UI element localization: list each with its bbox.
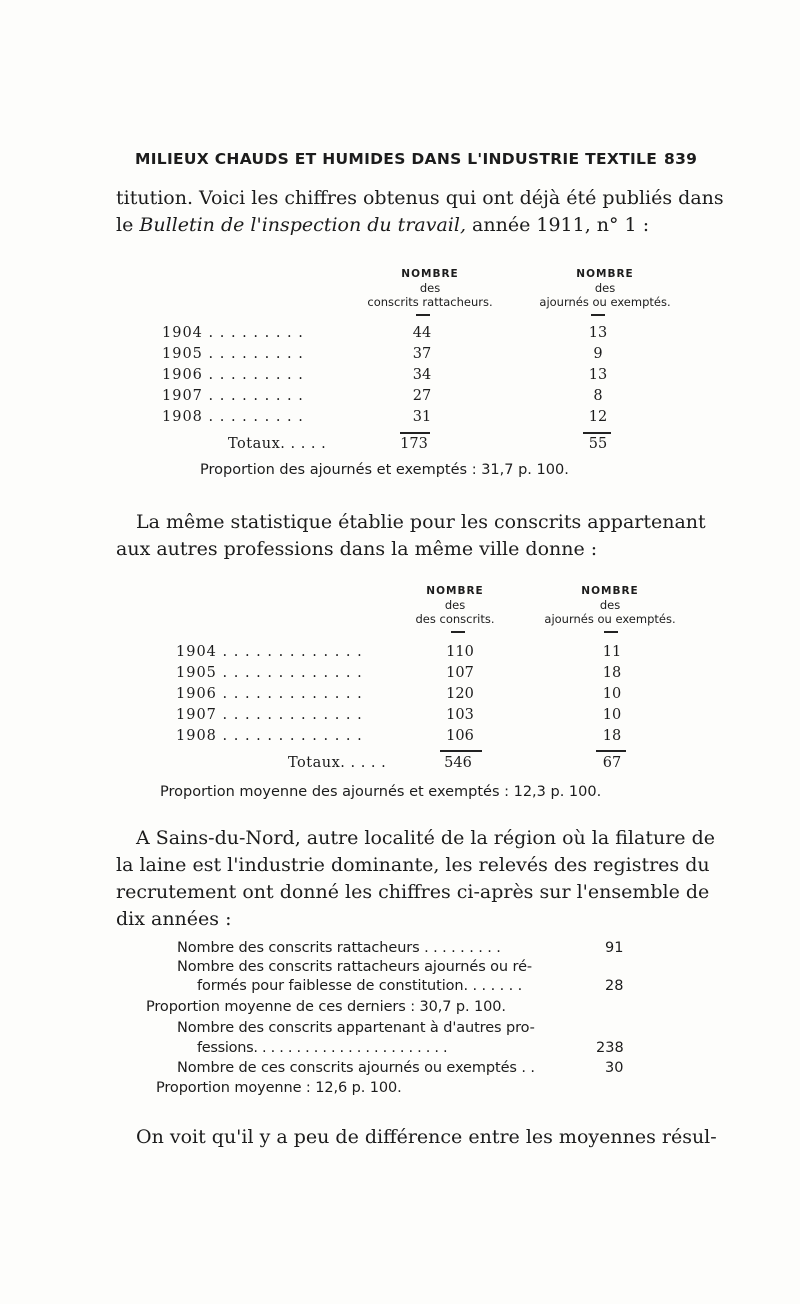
cell-value: 34 bbox=[412, 367, 432, 383]
total-value: 173 bbox=[400, 436, 428, 452]
row-year: 1907 . . . . . . . . . bbox=[162, 388, 304, 404]
cell-value: 31 bbox=[412, 409, 432, 425]
cell-value: 110 bbox=[446, 644, 474, 660]
sum-rule bbox=[583, 432, 611, 434]
text-line: La même statistique établie pour les conscrits appartenant bbox=[136, 511, 706, 533]
summary-value: 30 bbox=[605, 1060, 624, 1076]
cell-value: 107 bbox=[446, 665, 474, 681]
sum-rule bbox=[400, 432, 430, 434]
header-dash bbox=[604, 631, 618, 633]
totals-label: Totaux. . . . . bbox=[288, 755, 387, 771]
cell-value: 13 bbox=[588, 325, 608, 341]
sum-rule bbox=[596, 750, 626, 752]
summary-line: Nombre des conscrits appartenant à d'autres pro- bbox=[177, 1020, 535, 1036]
cell-value: 120 bbox=[446, 686, 474, 702]
total-value: 67 bbox=[602, 755, 622, 771]
cell-value: 44 bbox=[412, 325, 432, 341]
text-line: On voit qu'il y a peu de différence entre les moyennes résul- bbox=[136, 1126, 717, 1148]
cell-value: 106 bbox=[446, 728, 474, 744]
column-header: NOMBRE des ajournés ou exemptés. bbox=[544, 585, 676, 626]
cell-value: 8 bbox=[593, 388, 603, 404]
header-dash bbox=[416, 314, 430, 316]
summary-value: 91 bbox=[605, 940, 624, 956]
row-year: 1906 . . . . . . . . . . . . . bbox=[176, 686, 363, 702]
page-number: 839 bbox=[664, 150, 698, 168]
cell-value: 11 bbox=[602, 644, 622, 660]
cell-value: 12 bbox=[588, 409, 608, 425]
summary-line: fessions. . . . . . . . . . . . . . . . . . . . . . . bbox=[197, 1040, 448, 1056]
text-line: dix années : bbox=[116, 908, 232, 930]
summary-value: 238 bbox=[596, 1040, 624, 1056]
row-year: 1908 . . . . . . . . . bbox=[162, 409, 304, 425]
summary-line: Proportion moyenne de ces derniers : 30,7 p. 100. bbox=[146, 999, 506, 1015]
bulletin-title: Bulletin de l'inspection du travail, bbox=[139, 214, 466, 236]
row-year: 1905 . . . . . . . . . . . . . bbox=[176, 665, 363, 681]
running-head-title: MILIEUX CHAUDS ET HUMIDES DANS L'INDUSTRIE TEXTILE bbox=[135, 150, 658, 168]
cell-value: 18 bbox=[602, 665, 622, 681]
paragraph-intro bbox=[116, 185, 724, 239]
row-year: 1908 . . . . . . . . . . . . . bbox=[176, 728, 363, 744]
summary-line: Nombre des conscrits rattacheurs ajournés ou ré- bbox=[177, 959, 533, 975]
sum-rule bbox=[440, 750, 482, 752]
cell-value: 18 bbox=[602, 728, 622, 744]
summary-line: Proportion moyenne : 12,6 p. 100. bbox=[156, 1080, 402, 1096]
text-line: aux autres professions dans la même ville donne : bbox=[116, 538, 598, 560]
proportion-line: Proportion moyenne des ajournés et exemptés : 12,3 p. 100. bbox=[160, 784, 602, 800]
row-year: 1904 . . . . . . . . . . . . . bbox=[176, 644, 363, 660]
cell-value: 27 bbox=[412, 388, 432, 404]
text-line: le Bulletin de l'inspection du travail, année 1911, n° 1 : bbox=[116, 214, 650, 236]
cell-value: 13 bbox=[588, 367, 608, 383]
cell-value: 10 bbox=[602, 707, 622, 723]
row-year: 1905 . . . . . . . . . bbox=[162, 346, 304, 362]
summary-line: Nombre des conscrits rattacheurs . . . . . . . . . bbox=[177, 940, 501, 956]
summary-line: formés pour faiblesse de constitution. . . . . . . bbox=[197, 978, 523, 994]
summary-value: 28 bbox=[605, 978, 624, 994]
text-line: titution. Voici les chiffres obtenus qui ont déjà été publiés dans bbox=[116, 187, 724, 209]
text-line: recrutement ont donné les chiffres ci-après sur l'ensemble de bbox=[116, 881, 710, 903]
summary-line: Nombre de ces conscrits ajournés ou exemptés . . bbox=[177, 1060, 535, 1076]
header-dash bbox=[451, 631, 465, 633]
total-value: 55 bbox=[588, 436, 608, 452]
row-year: 1907 . . . . . . . . . . . . . bbox=[176, 707, 363, 723]
row-year: 1904 . . . . . . . . . bbox=[162, 325, 304, 341]
column-header: NOMBRE des des conscrits. bbox=[415, 585, 495, 626]
header-dash bbox=[591, 314, 605, 316]
proportion-line: Proportion des ajournés et exemptés : 31,7 p. 100. bbox=[200, 462, 569, 478]
text-line: A Sains-du-Nord, autre localité de la région où la filature de bbox=[136, 827, 715, 849]
column-header: NOMBRE des ajournés ou exemptés. bbox=[539, 268, 671, 309]
total-value: 546 bbox=[444, 755, 472, 771]
cell-value: 37 bbox=[412, 346, 432, 362]
paragraph-other-professions bbox=[116, 509, 706, 563]
paragraph-conclusion bbox=[116, 1124, 717, 1151]
text-line: la laine est l'industrie dominante, les relevés des registres du bbox=[116, 854, 710, 876]
paragraph-sains-du-nord bbox=[116, 825, 715, 933]
row-year: 1906 . . . . . . . . . bbox=[162, 367, 304, 383]
totals-label: Totaux. . . . . bbox=[228, 436, 327, 452]
column-header: NOMBRE des conscrits rattacheurs. bbox=[367, 268, 493, 309]
cell-value: 9 bbox=[593, 346, 603, 362]
cell-value: 103 bbox=[446, 707, 474, 723]
cell-value: 10 bbox=[602, 686, 622, 702]
